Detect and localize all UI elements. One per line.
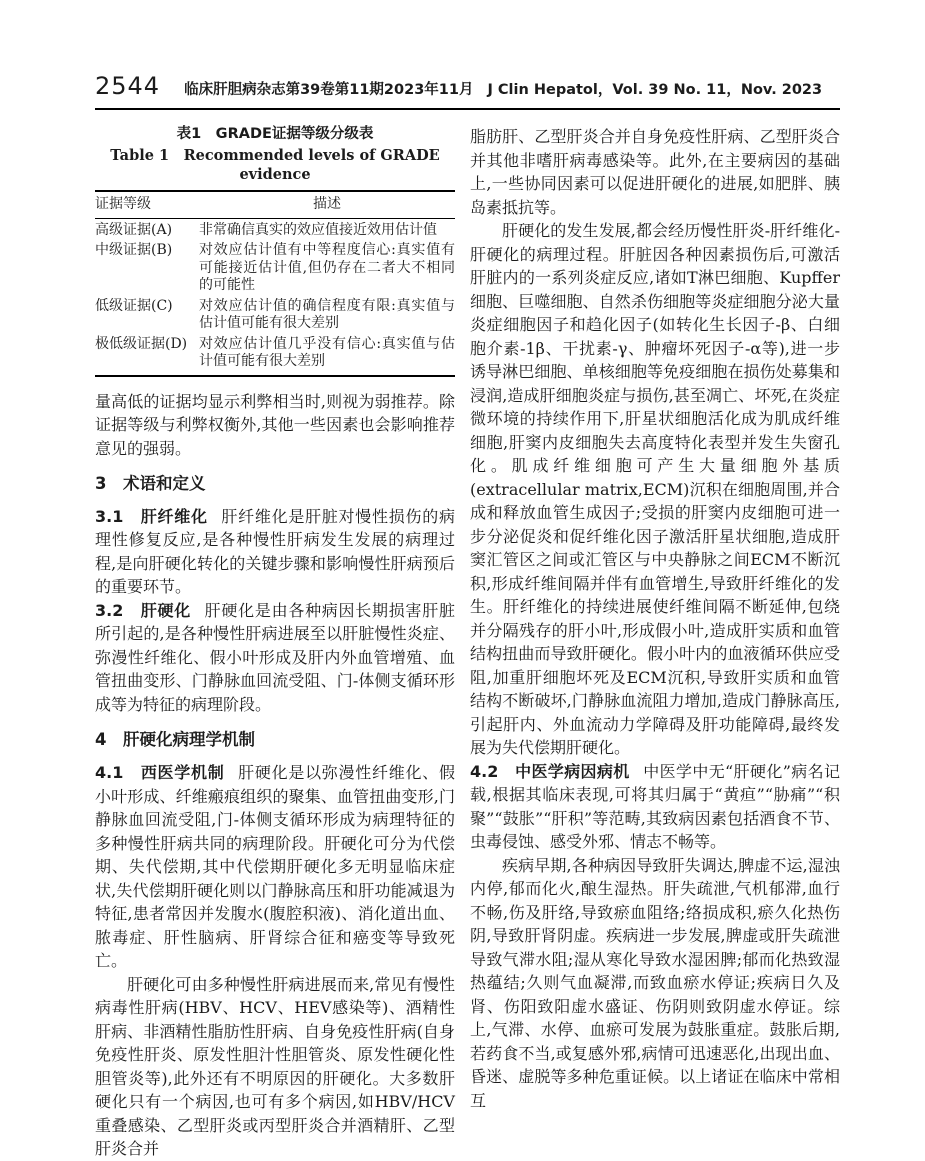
subsection-label-3-2: 3.2 肝硬化 — [95, 600, 192, 620]
table-caption-cn: 表1 GRADE证据等级分级表 — [176, 126, 374, 142]
right-column — [470, 125, 840, 1161]
table-row — [95, 241, 455, 297]
paragraph-tcm-progression: 疾病早期,各种病因导致肝失调达,脾虚不运,湿浊内停,郁而化火,酿生湿热。肝失疏泄,气机郁滞,血行不畅,伤及肝络,导致瘀血阻络;络损成积,瘀久化热伤阴,导致肝肾阴虚。疾病进一步发展,脾虚或肝失疏泄导致气滞水阻;湿从寒化导致水湿困脾;郁而化热致湿热蕴结;久则气血凝滞,而致血瘀水停证;疾病日久及肾、伤阳致阳虚水盛证、伤阴则致阴虚水停证。综上,气滞、水停、血瘀可发展为鼓胀重症。鼓胀后期,若药食不当,或复感外邪,病情可迅速恶化,出现出血、昏迷、虚脱等多种危重证候。以上诸证在临床中常相互 — [470, 855, 840, 1110]
left-column — [95, 125, 455, 1161]
paragraph-western-mechanism — [95, 761, 455, 973]
subsection-text-4-1: 肝硬化是以弥漫性纤维化、假小叶形成、纤维瘢痕组织的聚集、血管扭曲变形,门静脉血回流受阻,门-体侧支循环形成为病理特征的多种慢性肝病共同的病理阶段。肝硬化可分为代偿期、失代偿期,其中代偿期肝硬化多无明显临床症状,失代偿期肝硬化则以门静脉高压和肝功能减退为特征,患者常因并发腹水(腹腔积液)、消化道出血、脓毒症、肝性脑病、肝肾综合征和癌变等导致死亡。 — [95, 763, 455, 971]
section-heading-mechanism: 4 肝硬化病理学机制 — [95, 730, 255, 750]
journal-title-en: J Clin Hepatol，Vol. 39 No. 11，Nov. 2023 — [487, 82, 823, 98]
page-number: 2544 — [95, 72, 161, 100]
table-cell-level: 低级证据(C) — [95, 297, 173, 314]
table-cell-level: 极低级证据(D) — [95, 335, 188, 352]
grade-evidence-table — [95, 190, 455, 377]
two-column-body — [95, 125, 840, 1161]
paragraph-recommendation-strength: 量高低的证据均显示利弊相当时,则视为弱推荐。除证据等级与利弊权衡外,其他一些因素也会影响推荐意见的强弱。 — [95, 391, 455, 458]
journal-title-cn: 临床肝胆病杂志第39卷第11期2023年11月 — [184, 82, 474, 98]
subsection-text-3-1: 肝纤维化是肝脏对慢性损伤的病理性修复反应,是各种慢性肝病发生发展的病理过程,是向肝硬化转化的关键步骤和影响慢性肝病预后的重要环节。 — [95, 506, 455, 597]
table-caption-en: Table 1 Recommended levels of GRADE evidence — [110, 147, 440, 183]
table-row — [95, 334, 455, 376]
subsection-label-4-1: 4.1 西医学机制 — [95, 763, 225, 783]
table-cell-level: 高级证据(A) — [95, 221, 173, 238]
grade-table-block — [95, 125, 455, 377]
subsection-label-4-2: 4.2 中医学病因病机 — [470, 761, 630, 781]
table-row — [95, 296, 455, 334]
table-header-row — [95, 191, 455, 218]
table-cell-description: 非常确信真实的效应值接近效用估计值 — [199, 221, 437, 238]
paragraph-etiologies-continued: 脂肪肝、乙型肝炎合并自身免疫性肝病、乙型肝炎合并其他非嗜肝病毒感染等。此外,在主要病因的基础上,一些协同因素可以促进肝硬化的进展,如肥胖、胰岛素抵抗等。 — [470, 127, 840, 217]
table-cell-level: 中级证据(B) — [95, 242, 173, 258]
subsection-label-3-1: 3.1 肝纤维化 — [95, 506, 208, 526]
subsection-text-4-2: 中医学中无“肝硬化”病名记载,根据其临床表现,可将其归属于“黄疸”“胁痛”“积聚”“鼓胀”“肝积”等范畴,其致病因素包括酒食不节、虫毒侵蚀、感受外邪、情志不畅等。 — [470, 761, 840, 851]
section-heading-terms: 3 术语和定义 — [95, 474, 206, 493]
paragraph-liver-cirrhosis-def — [95, 599, 455, 717]
table-cell-description: 对效应估计值几乎没有信心:真实值与估计值可能有很大差别 — [199, 335, 455, 369]
table-row — [95, 218, 455, 241]
paragraph-liver-fibrosis — [95, 505, 455, 599]
column-header-level: 证据等级 — [95, 191, 199, 218]
paragraph-pathogenesis: 肝硬化的发生发展,都会经历慢性肝炎-肝纤维化-肝硬化的病理过程。肝脏因各种因素损伤后,可激活肝脏内的一系列炎症反应,诸如T淋巴细胞、Kupffer细胞、巨噬细胞、自然杀伤细胞等炎症细胞分泌大量炎症细胞因子和趋化因子(如转化生长因子-β、白细胞介素-1β、干扰素-γ、肿瘤坏死因子-α等),进一步诱导淋巴细胞、单核细胞等免疫细胞在损伤处募集和浸润,造成肝细胞炎症与损伤,甚至凋亡、坏死,在炎症微环境的持续作用下,肝星状细胞活化成为肌成纤维细胞,肝窦内皮细胞失去高度特化表型并发生失窗孔化。肌成纤维细胞可产生大量细胞外基质(extracellular matrix,ECM)沉积在细胞周围,并合成和释放血管生成因子;受损的肝窦内皮细胞可进一步分泌促炎和促纤维化因子激活肝星状细胞,造成肝窦汇管区之间或汇管区与中央静脉之间ECM不断沉积,形成纤维间隔并伴有血管增生,导致肝纤维化的发生。肝纤维化的持续进展使纤维间隔不断延伸,包绕并分隔残存的肝小叶,形成假小叶,造成肝实质和血管结构扭曲而导致肝硬化。假小叶内的血液循环供应受阻,加重肝细胞坏死及ECM沉积,导致肝实质和血管结构不断破坏,门静脉血流阻力增加,造成门静脉高压,引起肝内、外血流动力学障碍及肝功能障碍,最终发展为失代偿期肝硬化。 — [470, 221, 840, 757]
table-cell-description: 对效应估计值的确信程度有限:真实值与估计值可能有很大差别 — [199, 297, 455, 331]
paragraph-etiologies: 肝硬化可由多种慢性肝病进展而来,常见有慢性病毒性肝病(HBV、HCV、HEV感染等)、酒精性肝病、非酒精性脂肪性肝病、自身免疫性肝病(自身免疫性肝炎、原发性胆汁性胆管炎、原发性硬化性胆管炎等),此外还有不明原因的肝硬化。大多数肝硬化只有一个病因,也可有多个病因,如HBV/HCV重叠感染、乙型肝炎或丙型肝炎合并酒精肝、乙型肝炎合并 — [95, 974, 455, 1159]
column-header-description: 描述 — [199, 191, 455, 218]
subsection-text-3-2: 肝硬化是由各种病因长期损害肝脏所引起的,是各种慢性肝病进展至以肝脏慢性炎症、弥漫性纤维化、假小叶形成及肝内外血管增殖、血管扭曲变形、门静脉血回流受阻、门-体侧支循环形成等为特征的病理阶段。 — [95, 600, 455, 714]
paragraph-tcm-etiology — [470, 760, 840, 854]
page-header — [95, 74, 840, 110]
table-cell-description: 对效应估计值有中等程度信心:真实值有可能接近估计值,但仍存在二者大不相同的可能性 — [199, 242, 455, 293]
